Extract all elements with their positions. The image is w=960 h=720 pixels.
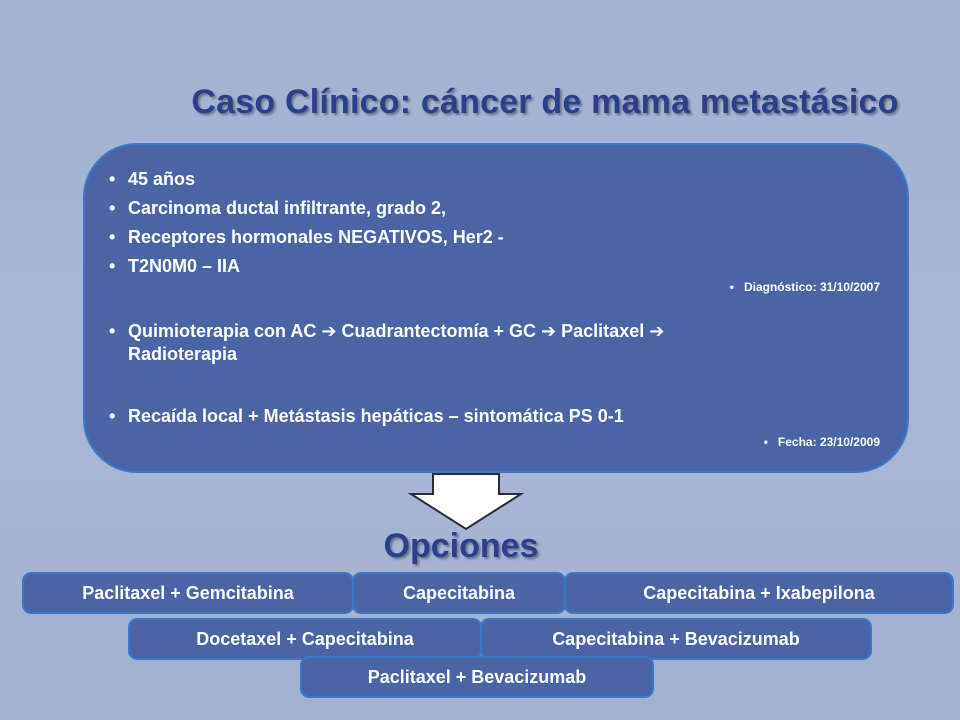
treatment-text xyxy=(128,320,664,366)
bullet-dot: • xyxy=(109,256,116,276)
treatment-step: Radioterapia xyxy=(128,344,238,364)
diagnosis-date-note xyxy=(730,280,880,294)
bullet-dot: • xyxy=(729,280,734,294)
option-paclitaxel-gemcitabina[interactable]: Paclitaxel + Gemcitabina xyxy=(22,572,354,614)
relapse-date-text: Fecha: 23/10/2009 xyxy=(777,435,880,449)
treatment-step: Quimioterapia con AC xyxy=(128,321,317,341)
case-bullet-text: 45 años xyxy=(128,169,196,189)
case-summary-box xyxy=(83,143,909,473)
right-arrow-icon: ➔ xyxy=(321,321,337,341)
option-capecitabina[interactable]: Capecitabina xyxy=(352,572,566,614)
option-docetaxel-capecitabina[interactable]: Docetaxel + Capecitabina xyxy=(128,618,482,660)
bullet-dot: • xyxy=(763,435,768,449)
bullet-dot: • xyxy=(109,406,116,426)
case-bullet-text: Receptores hormonales NEGATIVOS, Her2 - xyxy=(128,227,504,247)
bullet-dot: • xyxy=(109,227,116,247)
option-paclitaxel-bevacizumab[interactable]: Paclitaxel + Bevacizumab xyxy=(300,656,654,698)
option-capecitabina-bevacizumab[interactable]: Capecitabina + Bevacizumab xyxy=(480,618,872,660)
diagnosis-date-text: Diagnóstico: 31/10/2007 xyxy=(743,280,880,294)
case-bullet-text: Carcinoma ductal infiltrante, grado 2, xyxy=(128,198,447,218)
right-arrow-icon: ➔ xyxy=(541,321,557,341)
treatment-step: Cuadrantectomía + GC xyxy=(341,321,537,341)
bullet-dot: • xyxy=(109,169,116,189)
down-block-arrow-icon xyxy=(407,472,525,532)
case-bullet-text: T2N0M0 – IIA xyxy=(128,256,241,276)
treatment-step: Paclitaxel xyxy=(561,321,645,341)
option-capecitabina-ixabepilona[interactable]: Capecitabina + Ixabepilona xyxy=(564,572,954,614)
relapse-date-note xyxy=(764,435,880,449)
case-bullet-text: Recaída local + Metástasis hepáticas – sintomática PS 0-1 xyxy=(128,406,624,426)
bullet-dot: • xyxy=(109,198,116,218)
slide-title: Caso Clínico: cáncer de mama metastásico xyxy=(191,83,899,121)
bullet-dot: • xyxy=(109,321,116,341)
options-heading: Opciones xyxy=(383,527,539,565)
right-arrow-icon: ➔ xyxy=(649,321,665,341)
